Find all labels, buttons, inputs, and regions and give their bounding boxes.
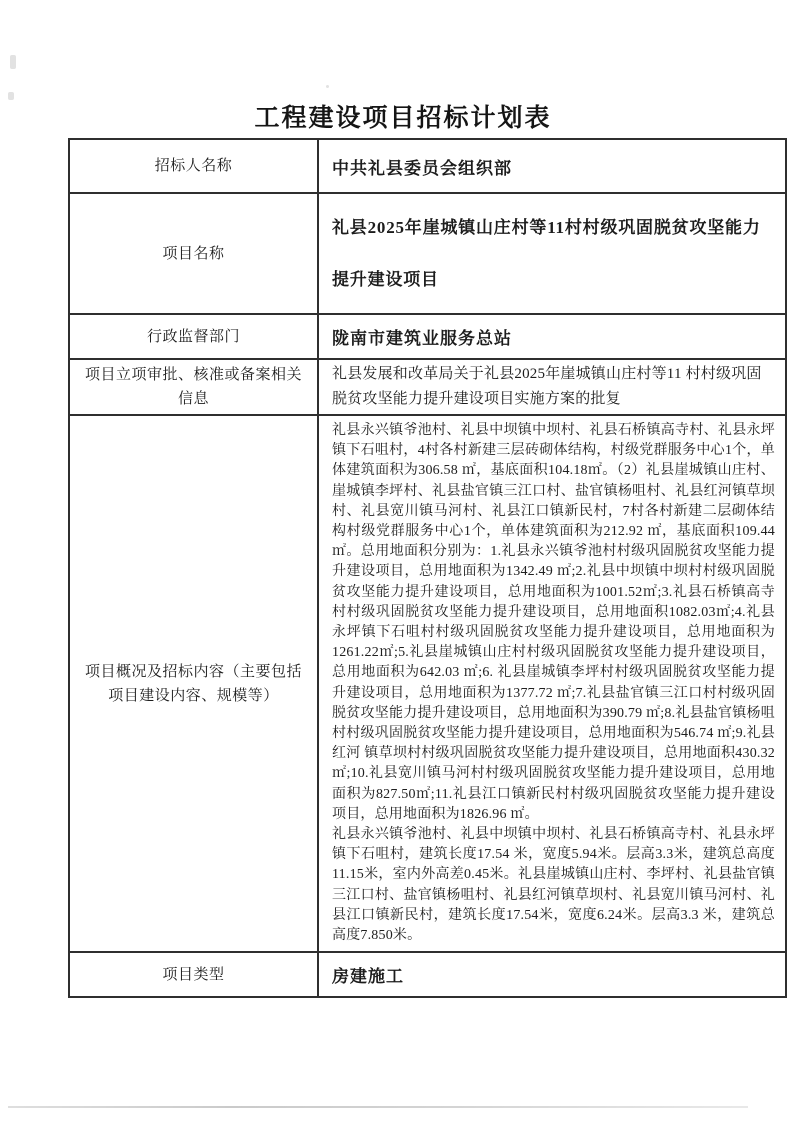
bidding-plan-table bbox=[68, 138, 787, 998]
row-value-project-overview bbox=[318, 415, 786, 952]
scan-artifact-speck bbox=[10, 55, 16, 69]
row-value-approval-info: 礼县发展和改革局关于礼县2025年崖城镇山庄村等11 村村级巩固脱贫攻坚能力提升建设项目实施方案的批复 bbox=[318, 359, 786, 415]
scan-artifact-line bbox=[8, 1106, 748, 1108]
overview-paragraph-areas: 礼县永兴镇爷池村、礼县中坝镇中坝村、礼县石桥镇高寺村、礼县永坪镇下石咀村，4村各村新建三层砖砌体结构，村级党群服务中心1个，单体建筑面积为306.58 ㎡，基底面积104.18㎡。（2）礼县崖城镇山庄村、崖城镇李坪村、礼县盐官镇三江口村、盐官镇杨咀村、礼县红河镇草坝村、礼县宽川镇马河村、礼县江口镇新民村，7村各村新建二层砌体结构村级党群服务中心1个，单体建筑面积为212.92 ㎡，基底面积109.44㎡。总用地面积分别为：1.礼县永兴镇爷池村村级巩固脱贫攻坚能力提升建设项目，总用地面积为1342.49 ㎡;2.礼县中坝镇中坝村村级巩固脱贫攻坚能力提升建设项目，总用地面积为1001.52㎡;3.礼县石桥镇高寺村村级巩固脱贫攻坚能力提升建设项目，总用地面积1082.03㎡;4.礼县永坪镇下石咀村村级巩固脱贫攻坚能力提升建设项目，总用地面积为1261.22㎡;5.礼县崖城镇山庄村村级巩固脱贫攻坚能力提升建设项目，总用地面积为642.03 ㎡;6. 礼县崖城镇李坪村村级巩固脱贫攻坚能力提升建设项目，总用地面积为1377.72 ㎡;7.礼县盐官镇三江口村村级巩固脱贫攻坚能力提升建设项目，总用地面积为390.79 ㎡;8.礼县盐官镇杨咀村村级巩固脱贫攻坚能力提升建设项目，总用地面积为546.74 ㎡;9.礼县红河 镇草坝村村级巩固脱贫攻坚能力提升建设项目，总用地面积430.32 ㎡;10.礼县宽川镇马河村村级巩固脱贫攻坚能力提升建设项目，总用地面积为827.50㎡;11.礼县江口镇新民村村级巩固脱贫攻坚能力提升建设项目，总用地面积为1826.96 ㎡。 bbox=[332, 423, 775, 822]
scan-artifact-speck bbox=[326, 85, 329, 88]
table-row-approval-info bbox=[69, 359, 786, 415]
row-value-bidder-name: 中共礼县委员会组织部 bbox=[318, 139, 786, 193]
row-label-bidder-name: 招标人名称 bbox=[69, 139, 318, 193]
row-label-supervision-department: 行政监督部门 bbox=[69, 314, 318, 359]
row-value-project-name: 礼县2025年崖城镇山庄村等11村村级巩固脱贫攻坚能力提升建设项目 bbox=[318, 193, 786, 314]
row-label-project-overview: 项目概况及招标内容（主要包括项目建设内容、规模等） bbox=[69, 415, 318, 952]
row-label-project-type: 项目类型 bbox=[69, 952, 318, 997]
document-title: 工程建设项目招标计划表 bbox=[254, 105, 552, 132]
scan-artifact-speck bbox=[8, 92, 14, 100]
table-row-project-type bbox=[69, 952, 786, 997]
row-value-project-type: 房建施工 bbox=[318, 952, 786, 997]
table-row-project-overview bbox=[69, 415, 786, 952]
table-row-bidder-name bbox=[69, 139, 786, 193]
table-row-project-name bbox=[69, 193, 786, 314]
table-row-supervision-department bbox=[69, 314, 786, 359]
overview-paragraph-dimensions: 礼县永兴镇爷池村、礼县中坝镇中坝村、礼县石桥镇高寺村、礼县永坪镇下石咀村，建筑长度17.54 米，宽度5.94米。层高3.3米，建筑总高度11.15米，室内外高差0.45米。礼县崖城镇山庄村、李坪村、礼县盐官镇三江口村、盐官镇杨咀村、礼县红河镇草坝村、礼县宽川镇马河村、礼县江口镇新民村，建筑长度17.54米，宽度6.24米。层高3.3 米，建筑总高度7.850米。 bbox=[332, 827, 775, 944]
row-value-supervision-department: 陇南市建筑业服务总站 bbox=[318, 314, 786, 359]
row-label-approval-info: 项目立项审批、核准或备案相关信息 bbox=[69, 359, 318, 415]
row-label-project-name: 项目名称 bbox=[69, 193, 318, 314]
